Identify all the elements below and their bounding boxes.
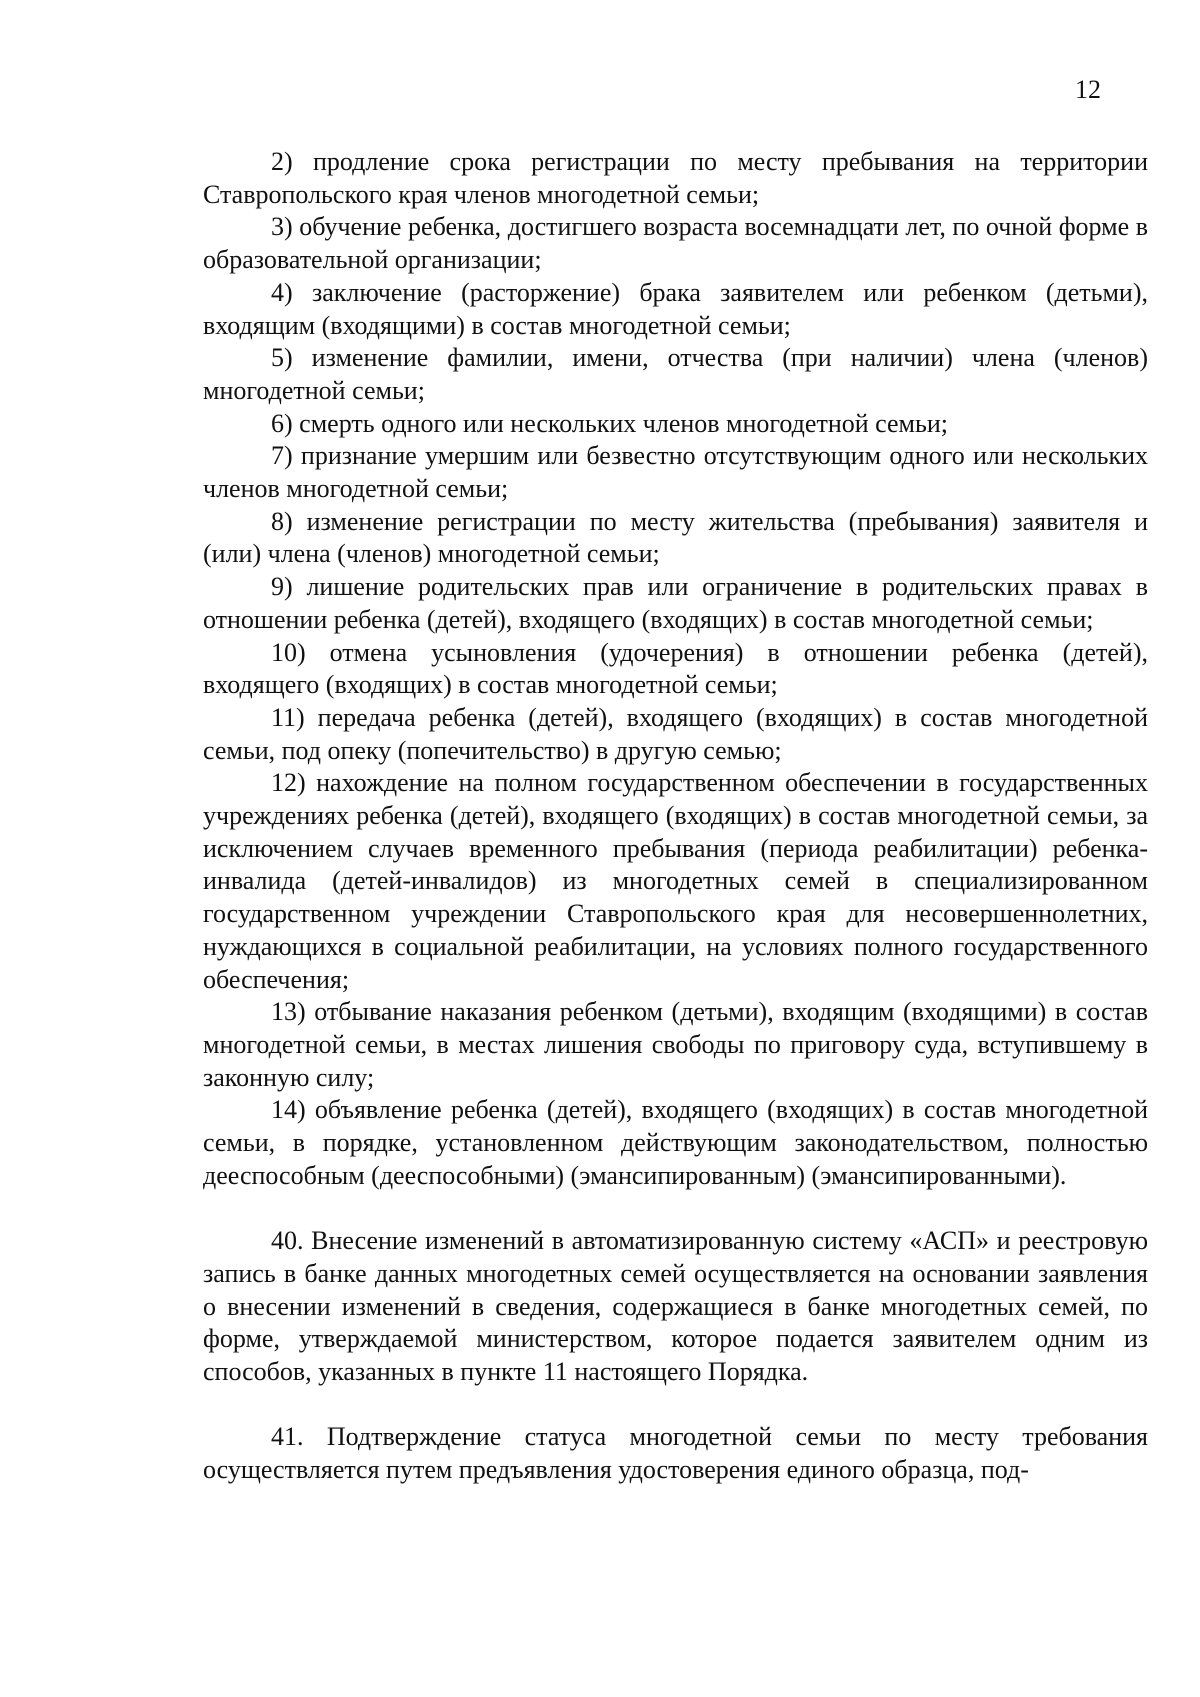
list-item-5: 5) изменение фамилии, имени, отчества (при наличии) члена (членов) многодетной семьи; (203, 343, 1148, 405)
list-item-2: 2) продление срока регистрации по месту пребывания на территории Ставропольского края членов многодетной семьи; (203, 147, 1148, 209)
list-item-14: 14) объявление ребенка (детей), входящего (входящих) в состав многодетной семьи, в порядке, установленном действующим законодательством, полностью дееспособным (дееспособными) (эмансипированным) (эмансипированными). (203, 1095, 1148, 1190)
list-item-8: 8) изменение регистрации по месту жительства (пребывания) заявителя и (или) члена (членов) многодетной семьи; (203, 506, 1148, 569)
list-item-3: 3) обучение ребенка, достигшего возраста восемнадцати лет, по очной форме в образовательной организации; (203, 212, 1148, 275)
list-item-11: 11) передача ребенка (детей), входящего (входящих) в состав многодетной семьи, под опеку (попечительство) в другую семью; (203, 702, 1148, 765)
document-body (203, 146, 1148, 1487)
list-item-9: 9) лишение родительских прав или ограничение в родительских правах в отношении ребенка (детей), входящего (входящих) в состав многодетной семьи; (203, 572, 1148, 634)
paragraph-41: 41. Подтверждение статуса многодетной семьи по месту требования осуществляется путем предъявления удостоверения единого образца, под- (203, 1422, 1148, 1485)
list-item-10: 10) отмена усыновления (удочерения) в отношении ребенка (детей), входящего (входящих) в состав многодетной семьи; (203, 637, 1148, 700)
page-number: 12 (1075, 75, 1101, 104)
list-item-6: 6) смерть одного или нескольких членов многодетной семьи; (271, 408, 948, 438)
list-item-7: 7) признание умершим или безвестно отсутствующим одного или нескольких членов многодетной семьи; (203, 441, 1148, 504)
list-item-12: 12) нахождение на полном государственном обеспечении в государственных учреждениях ребенка (детей), входящего (входящих) в состав многодетной семьи, за исключением случаев временного пребывания (периода реабилитации) ребенка-инвалида (детей-инвалидов) из многодетных семей в специализированном государственном учреждении Ставропольского края для несовершеннолетних, нуждающихся в социальной реабилитации, на условиях полного государственного обеспечения; (203, 768, 1148, 994)
paragraph-40: 40. Внесение изменений в автоматизированную систему «АСП» и реестровую запись в банке данных многодетных семей осуществляется на основании заявления о внесении изменений в сведения, содержащиеся в банке многодетных семей, по форме, утверждаемой министерством, которое подается заявителем одним из способов, указанных в пункте 11 настоящего Порядка. (203, 1226, 1148, 1386)
list-item-4: 4) заключение (расторжение) брака заявителем или ребенком (детьми), входящим (входящими) в состав многодетной семьи; (203, 277, 1148, 340)
list-item-13: 13) отбывание наказания ребенком (детьми), входящим (входящими) в состав многодетной семьи, в местах лишения свободы по приговору суда, вступившему в законную силу; (203, 997, 1148, 1092)
